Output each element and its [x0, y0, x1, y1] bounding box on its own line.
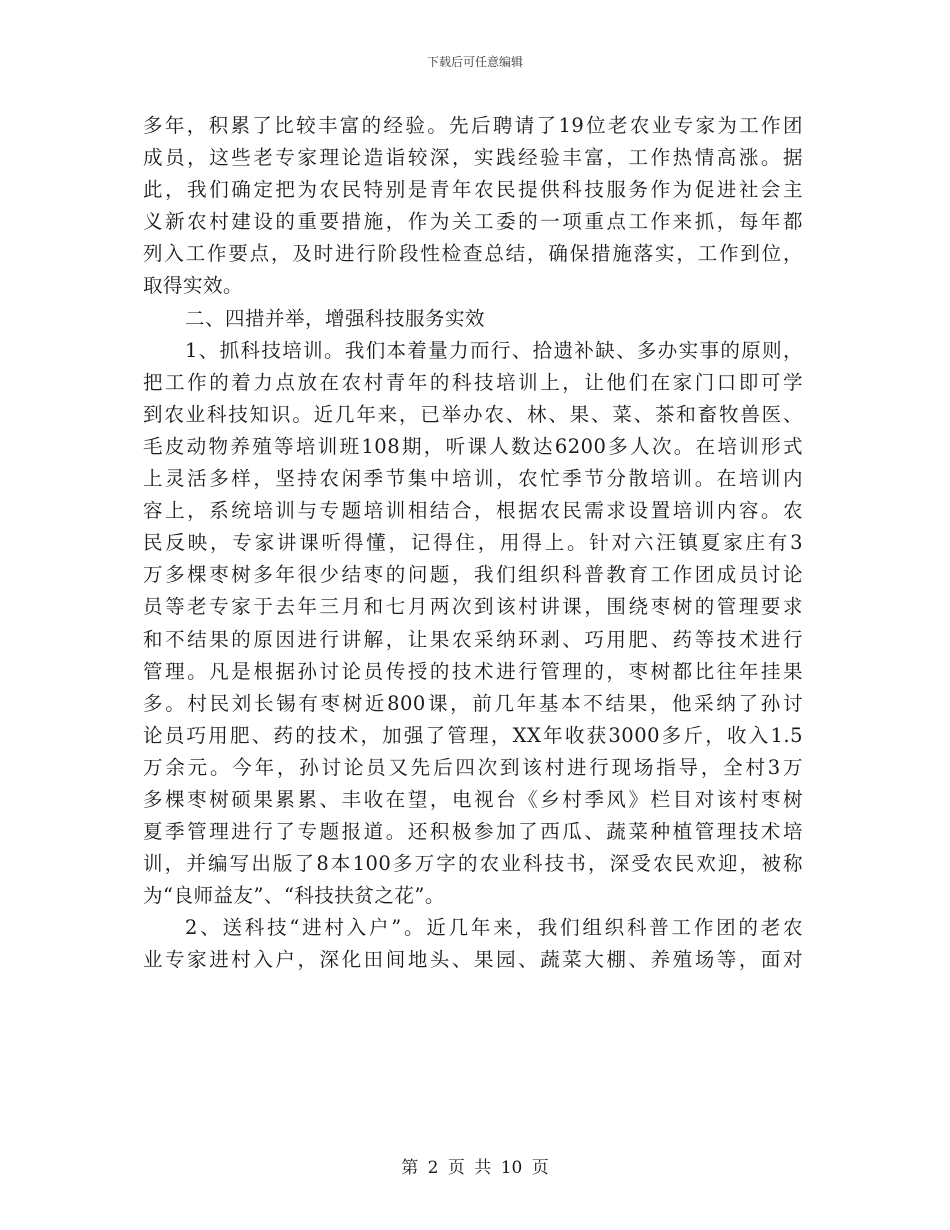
text-line: 上灵活多样，坚持农闲季节集中培训，农忙季节分散培训。在培训内	[143, 467, 803, 491]
text-line: 万余元。今年，孙讨论员又先后四次到该村进行现场指导，全村3万	[143, 755, 803, 779]
text-line: 多年，积累了比较丰富的经验。先后聘请了19位老农业专家为工作团	[143, 114, 803, 137]
text-line: 2、送科技“进村入户”。近几年来，我们组织科普工作团的老农	[185, 916, 803, 940]
document-body	[143, 110, 803, 977]
text-line: 业专家进村入户，深化田间地头、果园、蔬菜大棚、养殖场等，面对	[143, 948, 803, 972]
text-line: 为“良师益友”、“科技扶贫之花”。	[143, 884, 445, 908]
text-line: 员等老专家于去年三月和七月两次到该村讲课，围绕枣树的管理要求	[143, 595, 803, 619]
text-line: 成员，这些老专家理论造诣较深，实践经验丰富，工作热情高涨。据	[143, 146, 803, 170]
text-line: 万多棵枣树多年很少结枣的问题，我们组织科普教育工作团成员讨论	[143, 563, 803, 587]
text-line: 到农业科技知识。近几年来，已举办农、林、果、菜、茶和畜牧兽医、	[143, 402, 803, 426]
text-line: 1、抓科技培训。我们本着量力而行、拾遗补缺、多办实事的原则，	[185, 338, 803, 362]
text-line: 列入工作要点，及时进行阶段性检查总结，确保措施落实，工作到位，	[143, 242, 803, 266]
text-line: 和不结果的原因进行讲解，让果农采纳环剥、巧用肥、药等技术进行	[143, 627, 803, 651]
text-line: 管理。凡是根据孙讨论员传授的技术进行管理的，枣树都比往年挂果	[143, 659, 803, 683]
text-line: 义新农村建设的重要措施，作为关工委的一项重点工作来抓，每年都	[143, 210, 803, 234]
text-line: 容上，系统培训与专题培训相结合，根据农民需求设置培训内容。农	[143, 499, 803, 523]
text-line: 取得实效。	[143, 274, 244, 298]
text-line: 此，我们确定把为农民特别是青年农民提供科技服务作为促进社会主	[143, 178, 803, 202]
text-line: 民反映，专家讲课听得懂，记得住，用得上。针对六汪镇夏家庄有3	[143, 531, 803, 555]
text-line: 训，并编写出版了8本100多万字的农业科技书，深受农民欢迎，被称	[143, 852, 803, 876]
page-header: 下载后可任意编辑	[426, 55, 523, 69]
text-line: 论员巧用肥、药的技术，加强了管理，XX年收获3000多斤，收入1.5	[143, 723, 803, 747]
text-line: 毛皮动物养殖等培训班108期，听课人数达6200多人次。在培训形式	[143, 434, 803, 458]
page-footer: 第 2 页 共 10 页	[401, 1158, 549, 1178]
text-line: 多棵枣树硕果累累、丰收在望，电视台《乡村季风》栏目对该村枣树	[143, 787, 803, 811]
text-line: 把工作的着力点放在农村青年的科技培训上，让他们在家门口即可学	[143, 370, 803, 394]
text-line: 多。村民刘长锡有枣树近800课，前几年基本不结果，他采纳了孙讨	[143, 691, 803, 715]
text-line: 夏季管理进行了专题报道。还积极参加了西瓜、蔬菜种植管理技术培	[143, 820, 803, 844]
text-line: 二、四措并举，增强科技服务实效	[185, 306, 486, 330]
